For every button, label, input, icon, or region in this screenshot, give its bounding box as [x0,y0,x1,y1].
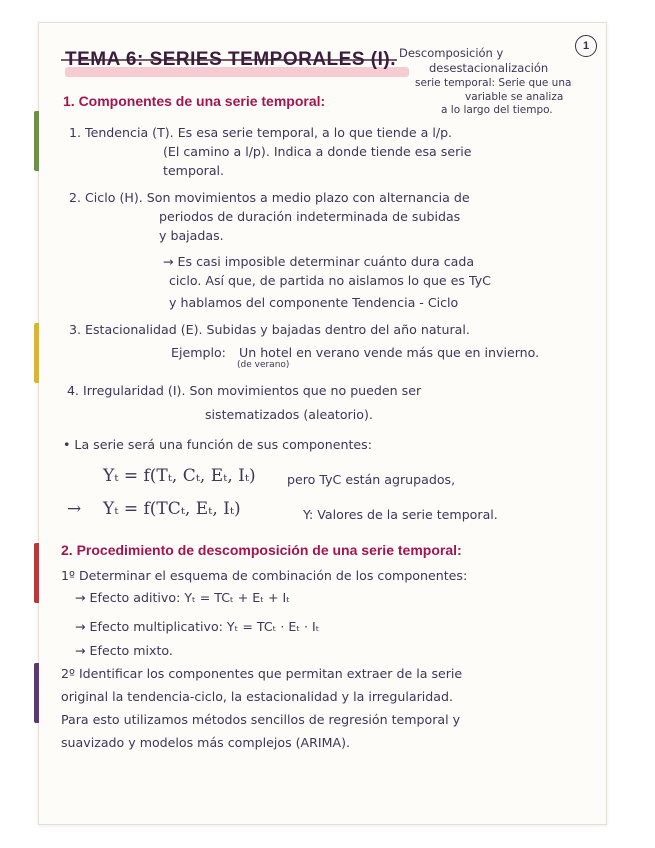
mixed-effect: → Efecto mixto. [75,643,173,658]
item2-note-line3: y hablamos del componente Tendencia - Ciclo [169,295,459,310]
item3-example-label: Ejemplo: [171,345,226,360]
step1: 1º Determinar el esquema de combinación de los componentes: [61,568,468,583]
item4-line1: 4. Irregularidad (I). Son movimientos que no pueden ser [67,383,422,398]
step2-line4: suavizado y modelos más complejos (ARIMA). [61,735,351,750]
multiplicative-effect: → Efecto multiplicativo: Yₜ = TCₜ · Eₜ · Iₜ [75,619,320,634]
item2-note-line2: ciclo. Así que, de partida no aislamos lo que es TyC [169,273,491,288]
item3-example-text: Un hotel en verano vende más que en invierno. [239,345,540,360]
item2-note-line1: → Es casi imposible determinar cuánto dura cada [163,254,475,269]
subtitle-line1: Descomposición y [399,46,504,60]
item1-line2: (El camino a l/p). Indica a donde tiende esa serie [163,144,472,159]
item4-line2: sistematizados (aleatorio). [205,407,373,422]
page-number-badge: 1 [575,35,597,57]
function-line: • La serie será una función de sus componentes: [63,437,372,452]
item1-line1: 1. Tendencia (T). Es esa serie temporal, a lo que tiende a l/p. [69,125,453,140]
margin-tab-green [34,111,39,171]
subtitle-line2: desestacionalización [429,61,549,75]
definition-line3: a lo largo del tiempo. [441,104,553,116]
section1-heading: 1. Componentes de una serie temporal: [63,93,326,109]
page-title: TEMA 6: SERIES TEMPORALES (I). [65,49,396,70]
section2-heading: 2. Procedimiento de descomposición de una serie temporal: [61,542,462,558]
formula1-note: pero TyC están agrupados, [287,472,456,487]
margin-tab-purple [34,663,39,723]
formula2-arrow: → [67,499,82,519]
step2-line3: Para esto utilizamos métodos sencillos de regresión temporal y [61,712,461,727]
margin-tab-yellow [34,323,39,383]
item3-example-note: (de verano) [237,360,290,370]
formula2: Yₜ = f(TCₜ, Eₜ, Iₜ) [103,499,241,519]
item2-line2: periodos de duración indeterminada de subidas [159,209,461,224]
margin-tab-red [34,543,39,603]
notebook-page [38,22,607,825]
step2-line1: 2º Identificar los componentes que permitan extraer de la serie [61,666,463,681]
item1-line3: temporal. [163,163,225,178]
definition-line2: variable se analiza [465,91,564,103]
formula1: Yₜ = f(Tₜ, Cₜ, Eₜ, Iₜ) [103,466,256,486]
additive-effect: → Efecto aditivo: Yₜ = TCₜ + Eₜ + Iₜ [75,590,290,605]
step2-line2: original la tendencia-ciclo, la estacionalidad y la irregularidad. [61,689,454,704]
item2-line3: y bajadas. [159,228,224,243]
formula2-note: Y: Valores de la serie temporal. [303,507,498,522]
definition-line1: serie temporal: Serie que una [415,77,572,89]
item3-line1: 3. Estacionalidad (E). Subidas y bajadas dentro del año natural. [69,322,470,337]
item2-line1: 2. Ciclo (H). Son movimientos a medio plazo con alternancia de [69,190,470,205]
